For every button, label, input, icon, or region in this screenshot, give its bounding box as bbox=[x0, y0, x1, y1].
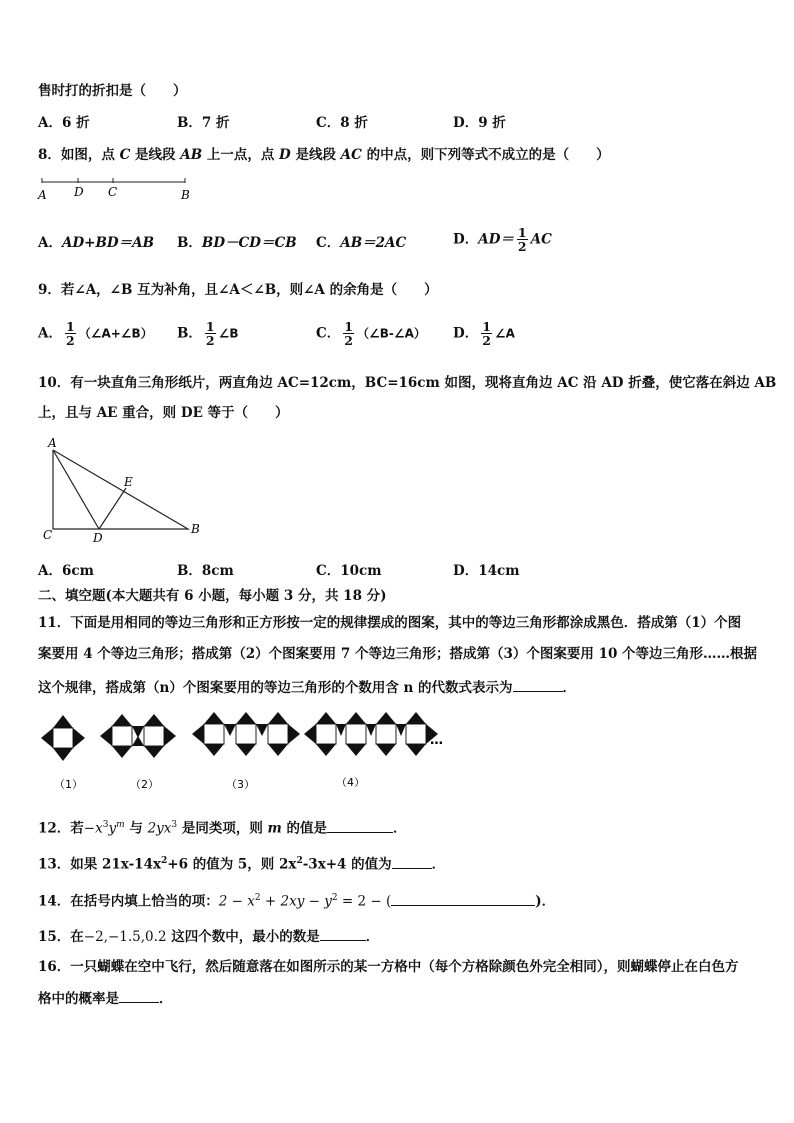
q15-stem: 15．在−2,−1.5,0.2 这四个数中，最小的数是 ． bbox=[38, 926, 379, 946]
q8-option-a: A．AD+BD＝AB bbox=[38, 235, 154, 251]
vertex-label-a: A bbox=[48, 436, 57, 450]
point-label-c: C bbox=[108, 185, 118, 199]
segment-de bbox=[99, 488, 126, 529]
q16-stem-line2: 格中的概率是 ． bbox=[38, 988, 173, 1008]
point-label-d: D bbox=[74, 185, 84, 199]
q9-stem: 9．若∠A，∠B 互为补角，且∠A＜∠B，则∠A 的余角是（ ） bbox=[38, 282, 438, 298]
q7-option-a: A．6 折 bbox=[38, 115, 90, 131]
q7-option-b: B．7 折 bbox=[177, 115, 230, 131]
vertex-label-d: D bbox=[93, 531, 103, 545]
caption-3: （3） bbox=[226, 778, 255, 791]
q10-stem-line1: 10．有一块直角三角形纸片，两直角边 AC=12cm，BC=16cm 如图，现将直角边 AC 沿 AD 折叠，使它落在斜边 AB bbox=[38, 375, 777, 391]
pattern-3 bbox=[192, 712, 300, 756]
q10-option-d: D．14cm bbox=[453, 563, 520, 579]
q16-stem-line1: 16．一只蝴蝶在空中飞行，然后随意落在如图所示的某一方格中（每个方格除颜色外完全相同），则蝴蝶停止在白色方 bbox=[38, 959, 739, 975]
point-label-a: A bbox=[38, 188, 47, 202]
q10-stem-line2: 上，且与 AE 重合，则 DE 等于（ ） bbox=[38, 405, 289, 421]
q13-stem: 13．如果 $21x-14x^2+6$ 的值为 5，则 $2x^2-3x+4$ 的值为 ． bbox=[38, 852, 445, 874]
q12-stem: 12．若$-x^3y^m$ 与 $2yx^3$ 是同类项，则 m 的值是 ． bbox=[38, 816, 407, 838]
triangle-abc bbox=[53, 450, 188, 529]
pattern-2 bbox=[100, 714, 176, 758]
q9-option-a: A． $\frac{1}{2}$ （∠A+∠B） bbox=[38, 319, 153, 348]
q8-option-d: D．AD＝ $\frac{1}{2}$ AC bbox=[453, 225, 552, 254]
q10-triangle-figure bbox=[36, 434, 216, 546]
q7-option-d: D．9 折 bbox=[453, 115, 506, 131]
q10-option-b: B．8cm bbox=[177, 563, 234, 579]
pattern-1 bbox=[41, 715, 85, 761]
q8-option-c: C．AB＝2AC bbox=[316, 235, 407, 251]
q8-option-b: B．BD－CD＝CB bbox=[177, 235, 297, 251]
answer-blank[interactable] bbox=[392, 854, 432, 869]
answer-blank[interactable] bbox=[327, 818, 393, 833]
q9-option-d: D． $\frac{1}{2}$ ∠A bbox=[453, 319, 515, 348]
q7-option-c: C．8 折 bbox=[316, 115, 368, 131]
vertex-label-b: B bbox=[191, 522, 200, 536]
q8-segment-figure bbox=[36, 174, 196, 204]
answer-blank[interactable] bbox=[320, 926, 366, 941]
caption-2: （2） bbox=[130, 778, 159, 791]
pattern-ellipsis: … bbox=[430, 733, 443, 748]
q11-stem-line1: 11．下面是用相同的等边三角形和正方形按一定的规律摆成的图案，其中的等边三角形都涂成黑色．搭成第（1）个图 bbox=[38, 615, 742, 631]
q8-stem: 8．如图，点 C 是线段 AB 上一点，点 D 是线段 AC 的中点，则下列等式不成立的是（ ） bbox=[38, 147, 610, 163]
pattern-4 bbox=[304, 712, 438, 756]
caption-4: （4） bbox=[336, 776, 365, 789]
section-heading: 二、填空题(本大题共有 6 小题，每小题 3 分，共 18 分) bbox=[38, 588, 387, 604]
q9-option-b: B． $\frac{1}{2}$ ∠B bbox=[177, 319, 239, 348]
q14-stem: 14．在括号内填上恰当的项：$2 - x^2 + 2xy - y^2 = 2$ − ( )． bbox=[38, 889, 555, 911]
answer-blank[interactable] bbox=[513, 677, 563, 692]
vertex-label-c: C bbox=[43, 528, 53, 542]
answer-blank[interactable] bbox=[119, 988, 159, 1003]
answer-blank[interactable] bbox=[391, 891, 535, 906]
q10-option-a: A．6cm bbox=[38, 563, 94, 579]
q9-option-c: C． $\frac{1}{2}$ （∠B-∠A） bbox=[316, 319, 426, 348]
vertex-label-e: E bbox=[124, 475, 133, 489]
q7-stem-tail: 售时打的折扣是（ ） bbox=[38, 83, 187, 99]
fold-line-ad bbox=[53, 450, 99, 529]
q10-option-c: C．10cm bbox=[316, 563, 382, 579]
caption-1: （1） bbox=[54, 778, 83, 791]
q11-stem-line3: 这个规律，搭成第（n）个图案要用的等边三角形的个数用含 n 的代数式表示为 ． bbox=[38, 677, 576, 697]
q11-stem-line2: 案要用 4 个等边三角形；搭成第（2）个图案要用 7 个等边三角形；搭成第（3）个图案要用 10 个等边三角形……根据 bbox=[38, 646, 758, 662]
q11-pattern-figures bbox=[40, 712, 460, 796]
fraction-one-half: $\frac{1}{2}$ bbox=[517, 225, 527, 254]
point-label-b: B bbox=[181, 188, 190, 202]
